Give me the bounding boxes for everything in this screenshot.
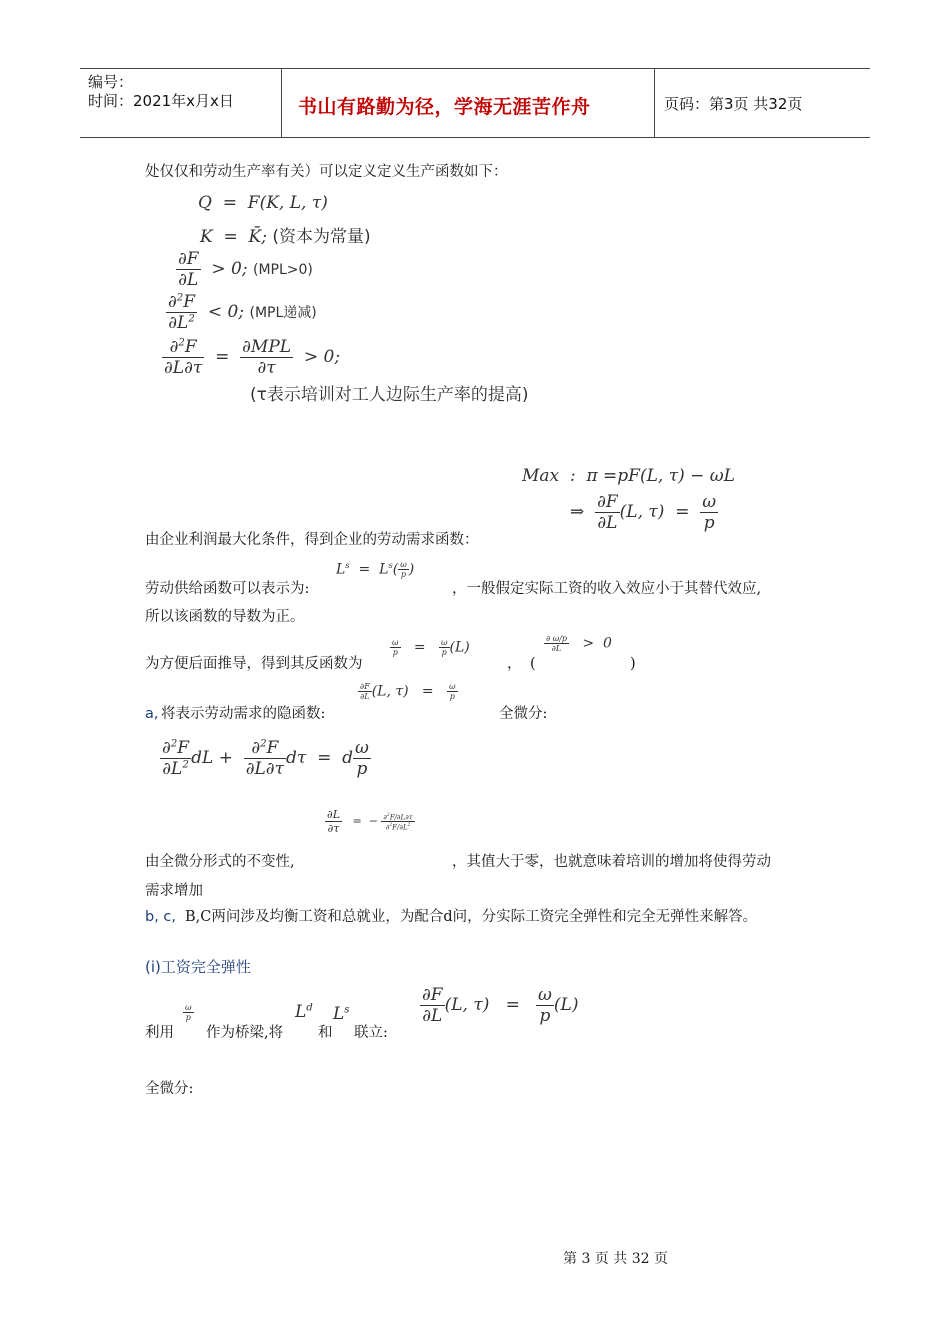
profit-max-text: 由企业利润最大化条件，得到企业的劳动需求函数： <box>145 532 479 548</box>
mpl-positive-note: (MPL>0) <box>253 262 313 278</box>
equation-max: Max : π =pF(L, τ) − ωL <box>522 466 735 486</box>
supply-text: 劳动供给函数可以表示为: <box>145 581 310 597</box>
page-info: 页码：第3页 共32页 <box>664 95 803 113</box>
bc-label: b, c, <box>145 909 177 925</box>
number-label: 编号： <box>88 73 134 91</box>
motto: 书山有路勤为径，学海无涯苦作舟 <box>298 96 591 118</box>
section-heading: (i)工资完全弹性 <box>145 958 251 976</box>
combine-text: 联立: <box>354 1025 388 1041</box>
equation-mpl-positive: $\frac{\partial F}{\partial L}$ > 0; (MPL>0) <box>178 249 313 290</box>
equation-combine: $\frac{\partial F}{\partial L}$ (L, τ) = $\frac{\omega}{p}$ (L) <box>422 985 579 1026</box>
intro-text: 处仅仅和劳动生产率有关）可以定义定义生产函数如下： <box>145 164 508 180</box>
equation-bridge: $\frac{\omega}{p}$ <box>185 1003 192 1022</box>
equation-foc: ⇒ $\frac{\partial F}{\partial L}$ (L, τ) = $\frac{\omega}{p}$ <box>570 492 717 533</box>
inverse-text: 为方便后面推导，得到其反函数为 <box>145 656 363 672</box>
result-text: ，其值大于零，也就意味着培训的增加将使得劳动 <box>452 854 771 870</box>
capital-note: (资本为常量) <box>272 227 371 247</box>
equation-result: $\frac{\partial L}{\partial\tau}$ = − $\frac{\partial^2F/\partial L\partial\tau}{\partial^2F/\partial L^2}$ <box>327 808 413 835</box>
use-text: 利用 <box>145 1025 174 1041</box>
implicit-text: 将表示劳动需求的隐函数: <box>161 706 326 722</box>
bridge-text: 作为桥梁,将 <box>206 1025 284 1041</box>
equation-q: Q = F(K, L, τ) <box>198 193 328 213</box>
implicit-label: a, <box>145 706 159 722</box>
footer-page: 第 3 页 共 32 页 <box>563 1251 668 1267</box>
header-divider <box>654 69 655 137</box>
equation-inverse: $\frac{\omega}{p}$ = $\frac{\omega}{p}$ (L) <box>392 638 470 657</box>
supply-symbol: $L^s$ <box>333 1004 350 1024</box>
supply-text-continued: ，一般假定实际工资的收入效应小于其替代效应, <box>452 581 762 597</box>
total-diff-text-2: 全微分: <box>145 1081 194 1097</box>
equation-k: K = K̄; (资本为常量) <box>200 227 371 247</box>
equation-inverse-derivative: $\frac{\partial \omega/p}{\partial L}$ > 0 <box>546 634 612 653</box>
result-text-line2: 需求增加 <box>145 883 203 899</box>
supply-text-line2: 所以该函数的导数为正。 <box>145 609 305 625</box>
mpl-decreasing-note: (MPL递减) <box>249 305 317 321</box>
bc-text: B,C两问涉及均衡工资和总就业，为配合d问，分实际工资完全弹性和完全无弹性来解答。 <box>185 909 758 925</box>
equation-training: $\frac{\partial^2F}{\partial L\partial\tau}$ = $\frac{\text{∂MPL}}{\partial\tau}$ > 0; <box>164 337 341 378</box>
time-label: 时间：2021年x月x日 <box>88 92 234 110</box>
invariance-text: 由全微分形式的不变性, <box>145 854 295 870</box>
equation-supply: $L^s = L^s$( $\frac{\omega}{p}$ ) <box>336 560 415 580</box>
equation-mpl-decreasing: $\frac{\partial^2F}{\partial L^2}$ < 0; (MPL递减) <box>168 292 317 333</box>
equation-implicit: $\frac{\partial F}{\partial L}$ (L, τ) = $\frac{\omega}{p}$ <box>360 682 456 701</box>
training-note: (τ表示培训对工人边际生产率的提高) <box>250 385 529 405</box>
comma: ， <box>507 656 522 672</box>
paren-close: ) <box>630 656 636 672</box>
max-label: Max <box>522 466 560 486</box>
header-divider <box>281 69 282 137</box>
and-text: 和 <box>318 1025 333 1041</box>
equation-total-diff: $\frac{\partial^2F}{\partial L^2}$ dL + $\frac{\partial^2F}{\partial L\partial\tau}$ dτ = d $\frac{\omega}{p}$ <box>162 738 369 779</box>
demand-symbol: $L^d$ <box>295 1002 313 1022</box>
total-diff-text: 全微分: <box>499 706 548 722</box>
paren-open: ( <box>530 656 536 672</box>
